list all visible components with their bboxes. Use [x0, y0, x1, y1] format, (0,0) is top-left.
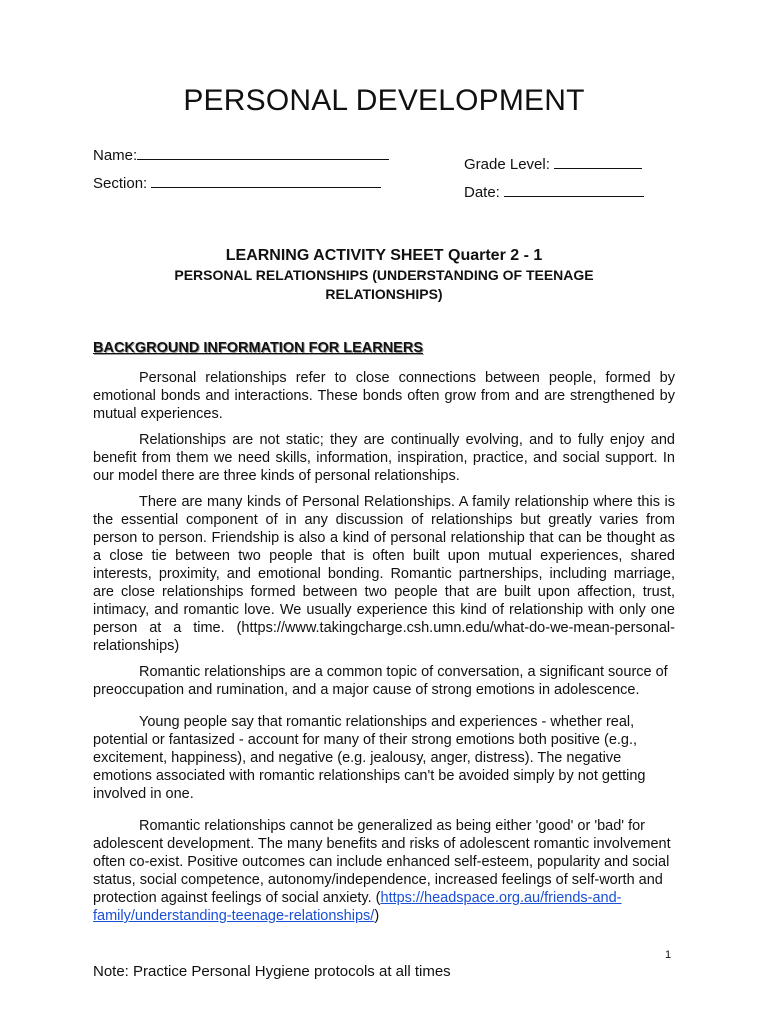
date-field	[464, 182, 644, 201]
grade-level-field	[464, 154, 642, 173]
page-number: 1	[665, 949, 672, 961]
name-field	[93, 145, 389, 164]
date-blank-line	[504, 182, 644, 197]
page-title: PERSONAL DEVELOPMENT	[183, 84, 585, 117]
name-label: Name:	[93, 147, 138, 164]
paragraph: Personal relationships refer to close connections between people, formed by emotional bonds and interactions. These bonds often grow from and are strengthened by mutual experiences.	[93, 370, 675, 422]
paragraph: Young people say that romantic relationships and experiences - whether real, potential or fantasized - account for many of their strong emotions both positive (e.g., excitement, happiness), and negative (e.g. jealousy, anger, distress). The negative emotions associated with romantic relationships can't be avoided simply by not getting involved in one.	[93, 714, 646, 802]
background-content	[93, 369, 675, 925]
activity-sheet-title: LEARNING ACTIVITY SHEET Quarter 2 - 1	[225, 247, 543, 264]
section-blank-line	[151, 173, 381, 188]
paragraph-text: Romantic relationships cannot be generalized as being either 'good' or 'bad' for adolescent development. The many benefits and risks of adolescent romantic involvement often co-exist. Positive outcomes can include enhanced self-esteem, popularity and social status, social competence, autonomy/independence, increased feelings of self-worth and protection against feelings of social anxiety.	[93, 818, 671, 906]
section-field	[93, 173, 381, 192]
citation-open-paren: (	[375, 890, 381, 906]
citation-link[interactable]: https://headspace.org.au/friends-and-family/understanding-teenage-relationships/	[93, 890, 622, 924]
grade-level-blank-line	[554, 154, 642, 169]
footer-note: Note: Practice Personal Hygiene protocols at all times	[93, 963, 451, 980]
name-blank-line	[137, 145, 389, 160]
date-label: Date:	[464, 184, 500, 201]
paragraph: Romantic relationships are a common topic of conversation, a significant source of preoccupation and rumination, and a major cause of strong emotions in adolescence.	[93, 664, 668, 698]
background-heading: BACKGROUND INFORMATION FOR LEARNERS	[93, 340, 423, 356]
paragraph: Relationships are not static; they are continually evolving, and to fully enjoy and benefit from them we need skills, information, inspiration, practice, and social support. In our model there are three kinds of personal relationships.	[93, 432, 675, 484]
paragraph: There are many kinds of Personal Relationships. A family relationship where this is the essential component of in any discussion of relationships but greatly varies from person to person. Friendship is also a kind of personal relationship that can be thought as a close tie between two people that is often built upon mutual experiences, shared interests, proximity, and emotional bonding. Romantic partnerships, including marriage, are close relationships formed between two people that are built upon affection, trust, intimacy, and romantic love. We usually experience this kind of relationship with only one person at a time. (https://www.takingcharge.csh.umn.edu/what-do-we-mean-personal-relationships)	[93, 494, 675, 654]
citation-close-paren: )	[374, 908, 380, 924]
paragraph	[93, 817, 675, 925]
grade-level-label: Grade Level:	[464, 156, 550, 173]
section-label: Section:	[93, 175, 148, 192]
activity-sheet-subtitle: PERSONAL RELATIONSHIPS (UNDERSTANDING OF TEENAGE RELATIONSHIPS)	[174, 267, 594, 302]
